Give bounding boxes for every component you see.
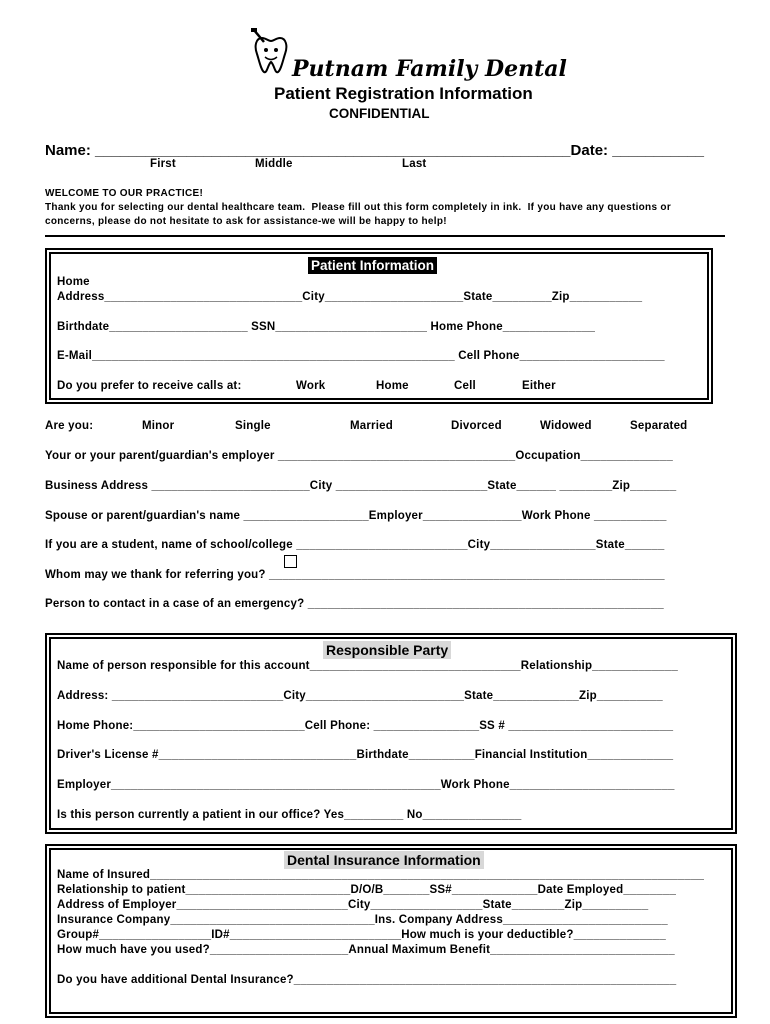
responsible-phone-field[interactable]: Home Phone:__________________________Cell Phone: ________________SS # _________________________: [57, 720, 674, 732]
birthdate-ssn-phone-field[interactable]: Birthdate_____________________ SSN_______________________ Home Phone______________: [57, 321, 596, 333]
address-field[interactable]: Address______________________________City_____________________State_________Zip___________: [57, 291, 643, 303]
welcome-line-2: concerns, please do not hesitate to ask for assistance-we will be happy to help!: [45, 216, 447, 227]
welcome-heading: WELCOME TO OUR PRACTICE!: [45, 188, 204, 199]
responsible-party-heading: Responsible Party: [323, 641, 451, 659]
business-address-field[interactable]: Business Address ________________________City _______________________State______ ________Zip_______: [45, 480, 677, 492]
tooth-icon: [250, 28, 296, 76]
emergency-contact-field[interactable]: Person to contact in a case of an emergency? ______________________________________________________: [45, 598, 664, 610]
welcome-line-1: Thank you for selecting our dental healthcare team. Please fill out this form completely in ink. If you have any questions or: [45, 202, 672, 213]
insurance-company-field[interactable]: Insurance Company_______________________________Ins. Company Address_________________________: [57, 914, 668, 926]
responsible-employer-field[interactable]: Employer__________________________________________________Work Phone_________________________: [57, 779, 675, 791]
referral-field[interactable]: Whom may we thank for referring you? ____________________________________________________________: [45, 569, 665, 581]
logo: [250, 28, 567, 84]
label-middle: Middle: [255, 158, 293, 170]
status-single[interactable]: Single: [235, 420, 271, 432]
email-cell-field[interactable]: E-Mail_______________________________________________________ Cell Phone______________________: [57, 350, 665, 362]
relationship-field[interactable]: Relationship to patient_________________________D/O/B_______SS#_____________Date Employed________: [57, 884, 677, 896]
status-separated[interactable]: Separated: [630, 420, 688, 432]
practice-name: Putnam Family Dental: [292, 56, 567, 82]
group-id-field[interactable]: Group#_________________ID#__________________________How much is your deductible?______________: [57, 929, 666, 941]
employer-address-field[interactable]: Address of Employer__________________________City_________________State________Zip__________: [57, 899, 649, 911]
prefer-calls-label: Do you prefer to receive calls at:: [57, 380, 242, 392]
spouse-employer-field[interactable]: Spouse or parent/guardian's name ___________________Employer_______________Work Phone ___________: [45, 510, 667, 522]
employer-occupation-field[interactable]: Your or your parent/guardian's employer ____________________________________Occupation______________: [45, 450, 673, 462]
patient-info-heading: Patient Information: [308, 257, 437, 274]
divider: [45, 235, 725, 237]
label-home: Home: [57, 276, 90, 288]
are-you-label: Are you:: [45, 420, 94, 432]
checkbox[interactable]: [284, 555, 297, 568]
call-option-cell[interactable]: Cell: [454, 380, 476, 392]
name-date-line[interactable]: Name: _________________________________________________________Date: ___________: [45, 142, 704, 159]
label-first: First: [150, 158, 176, 170]
responsible-license-field[interactable]: Driver's License #______________________________Birthdate__________Financial Institution_____________: [57, 749, 674, 761]
insured-name-field[interactable]: Name of Insured____________________________________________________________________________________: [57, 869, 705, 881]
confidential-label: CONFIDENTIAL: [329, 106, 430, 121]
additional-insurance-field[interactable]: Do you have additional Dental Insurance?__________________________________________________________: [57, 974, 677, 986]
call-option-work[interactable]: Work: [296, 380, 326, 392]
insurance-heading: Dental Insurance Information: [284, 851, 484, 869]
page-title: Patient Registration Information: [274, 84, 533, 103]
responsible-address-field[interactable]: Address: __________________________City________________________State_____________Zip__________: [57, 690, 663, 702]
call-option-home[interactable]: Home: [376, 380, 409, 392]
responsible-patient-question[interactable]: Is this person currently a patient in our office? Yes_________ No_______________: [57, 809, 522, 821]
status-married[interactable]: Married: [350, 420, 393, 432]
status-widowed[interactable]: Widowed: [540, 420, 592, 432]
call-option-either[interactable]: Either: [522, 380, 556, 392]
label-last: Last: [402, 158, 427, 170]
school-field[interactable]: If you are a student, name of school/college __________________________City________________State______: [45, 539, 665, 551]
used-benefit-field[interactable]: How much have you used?_____________________Annual Maximum Benefit____________________________: [57, 944, 675, 956]
status-minor[interactable]: Minor: [142, 420, 175, 432]
responsible-name-field[interactable]: Name of person responsible for this account________________________________Relationship_____________: [57, 660, 678, 672]
status-divorced[interactable]: Divorced: [451, 420, 502, 432]
